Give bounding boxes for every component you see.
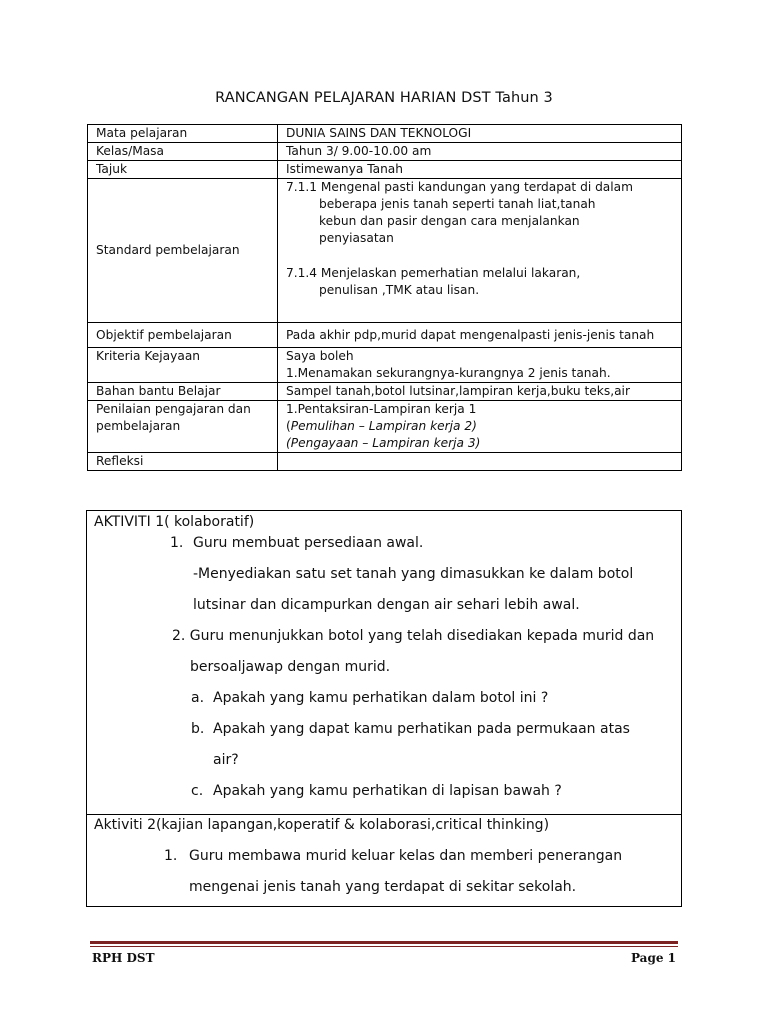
footer-page-number: Page 1 xyxy=(630,951,676,965)
question-a: Apakah yang kamu perhatikan dalam botol ini ? xyxy=(213,690,549,706)
penilaian-line3-text: (Pengayaan – Lampiran kerja 3) xyxy=(286,436,481,450)
aktiviti-1-item1-number: 1. xyxy=(170,535,184,551)
kriteria-label: Kriteria Kejayaan xyxy=(88,348,278,383)
page-title: RANCANGAN PELAJARAN HARIAN DST Tahun 3 xyxy=(215,90,553,106)
aktiviti-2-item1-number: 1. xyxy=(164,848,178,864)
aktiviti-1-item1: Guru membuat persediaan awal. xyxy=(193,535,424,551)
question-b-line2: air? xyxy=(213,752,239,768)
refleksi-value xyxy=(278,453,682,471)
aktiviti-2-item1-line1: Guru membawa murid keluar kelas dan memberi penerangan xyxy=(189,848,623,864)
kriteria-line1: Saya boleh xyxy=(286,349,354,363)
aktiviti-1-item1-sub1: -Menyediakan satu set tanah yang dimasukkan ke dalam botol xyxy=(193,566,634,582)
tajuk-value: Istimewanya Tanah xyxy=(278,161,682,179)
penilaian-line2 xyxy=(286,418,673,435)
penilaian-line2-text: Pemulihan – Lampiran kerja 2) xyxy=(290,419,477,433)
table-row xyxy=(88,348,682,383)
standard-1-line2: beberapa jenis tanah seperti tanah liat,tanah xyxy=(319,197,596,211)
standard-label: Standard pembelajaran xyxy=(88,179,278,323)
table-row xyxy=(88,161,682,179)
penilaian-value xyxy=(278,401,682,453)
standard-2-line2: penulisan ,TMK atau lisan. xyxy=(319,283,480,297)
footer-rule xyxy=(90,941,678,944)
kriteria-line2: 1.Menamakan sekurangnya-kurangnya 2 jenis tanah. xyxy=(286,366,611,380)
aktiviti-1-item2-line2: bersoaljawap dengan murid. xyxy=(190,659,391,675)
footer-rule-thin xyxy=(90,946,678,947)
aktiviti-1-heading: AKTIVITI 1( kolaboratif) xyxy=(94,514,255,530)
question-b-line1: Apakah yang dapat kamu perhatikan pada permukaan atas xyxy=(213,721,630,737)
bahan-label: Bahan bantu Belajar xyxy=(88,383,278,401)
bahan-value: Sampel tanah,botol lutsinar,lampiran kerja,buku teks,air xyxy=(278,383,682,401)
aktiviti-1-item1-sub2: lutsinar dan dicampurkan dengan air sehari lebih awal. xyxy=(193,597,580,613)
objektif-value: Pada akhir pdp,murid dapat mengenalpasti jenis-jenis tanah xyxy=(278,323,682,348)
question-c: Apakah yang kamu perhatikan di lapisan bawah ? xyxy=(213,783,562,799)
aktiviti-2-section xyxy=(87,814,681,906)
footer-doc-label: RPH DST xyxy=(92,951,155,965)
aktiviti-2-item1-line2: mengenai jenis tanah yang terdapat di sekitar sekolah. xyxy=(189,879,577,895)
standard-value xyxy=(278,179,682,323)
table-row xyxy=(88,453,682,471)
standard-2-line1: 7.1.4 Menjelaskan pemerhatian melalui lakaran, xyxy=(286,266,581,280)
table-row xyxy=(88,125,682,143)
aktiviti-2-heading: Aktiviti 2(kajian lapangan,koperatif & kolaborasi,critical thinking) xyxy=(94,817,550,833)
penilaian-line2-paren: ( xyxy=(286,419,291,433)
aktiviti-1-section xyxy=(87,511,681,815)
mata-pelajaran-label: Mata pelajaran xyxy=(88,125,278,143)
standard-1-line4: penyiasatan xyxy=(319,231,394,245)
question-b-letter: b. xyxy=(191,721,205,737)
standard-1-line3: kebun dan pasir dengan cara menjalankan xyxy=(319,214,580,228)
kriteria-value xyxy=(278,348,682,383)
table-row xyxy=(88,179,682,323)
activities-box xyxy=(86,510,682,907)
standard-1-line1: 7.1.1 Mengenal pasti kandungan yang terdapat di dalam xyxy=(286,180,634,194)
penilaian-label-line2: pembelajaran xyxy=(96,419,181,433)
penilaian-line1: 1.Pentaksiran-Lampiran kerja 1 xyxy=(286,402,477,416)
question-c-letter: c. xyxy=(191,783,204,799)
objektif-label: Objektif pembelajaran xyxy=(88,323,278,348)
table-row xyxy=(88,143,682,161)
penilaian-line3 xyxy=(286,435,673,452)
penilaian-label-line1: Penilaian pengajaran dan xyxy=(96,402,251,416)
table-row xyxy=(88,383,682,401)
mata-pelajaran-value: DUNIA SAINS DAN TEKNOLOGI xyxy=(278,125,682,143)
question-a-letter: a. xyxy=(191,690,205,706)
table-row xyxy=(88,323,682,348)
refleksi-label: Refleksi xyxy=(88,453,278,471)
table-row xyxy=(88,401,682,453)
kelas-label: Kelas/Masa xyxy=(88,143,278,161)
tajuk-label: Tajuk xyxy=(88,161,278,179)
aktiviti-1-item2-line1: 2. Guru menunjukkan botol yang telah disediakan kepada murid dan xyxy=(172,628,655,644)
kelas-value: Tahun 3/ 9.00-10.00 am xyxy=(278,143,682,161)
lesson-info-table xyxy=(87,124,682,471)
penilaian-label xyxy=(88,401,278,453)
